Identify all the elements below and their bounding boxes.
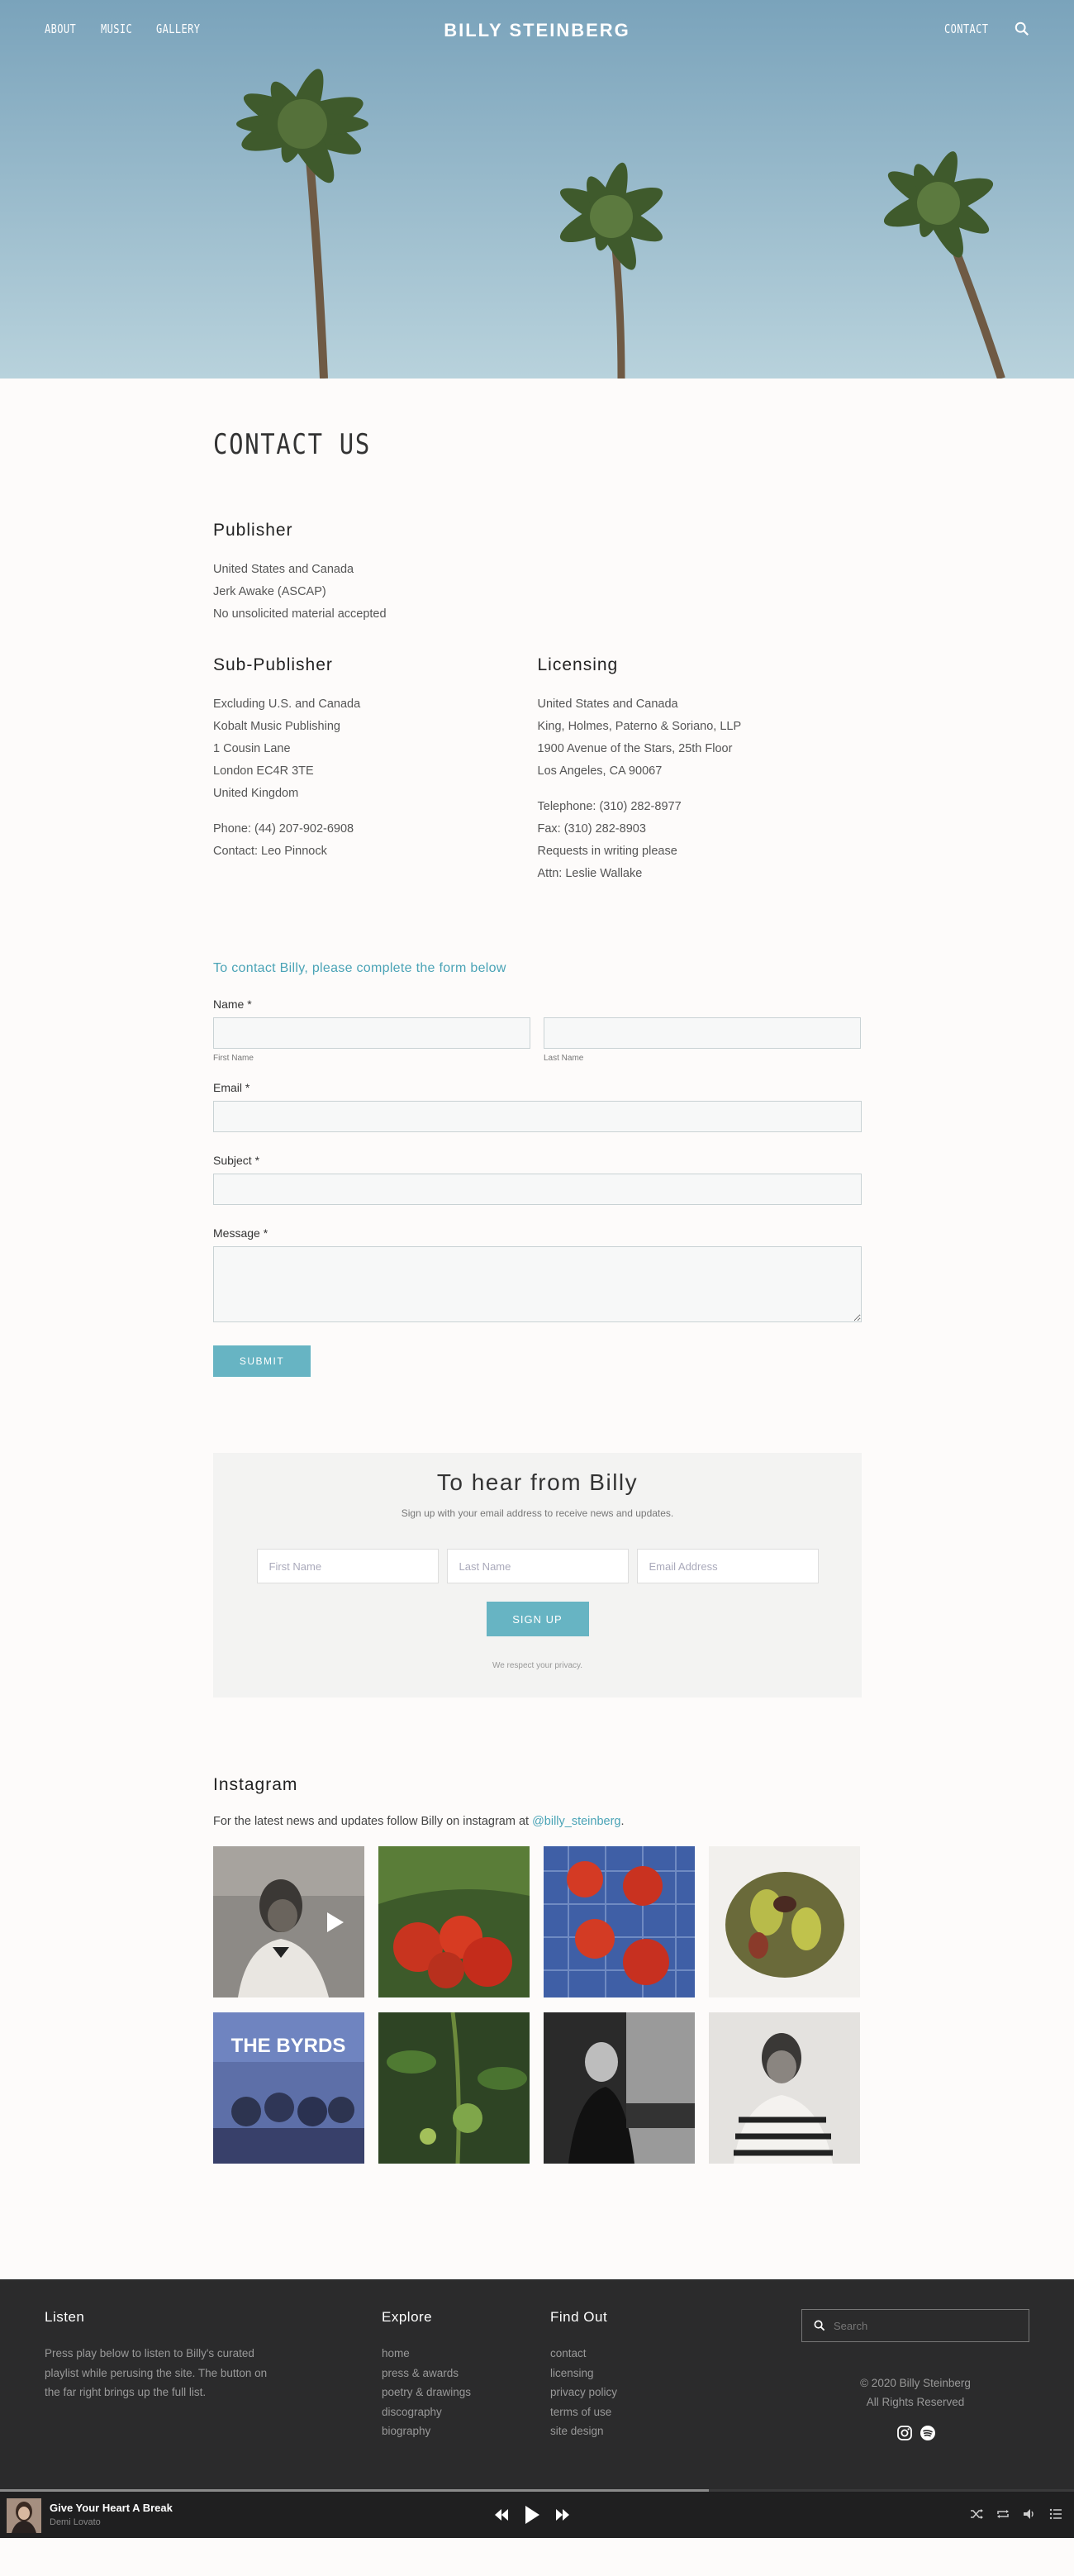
footer-listen-heading: Listen [45, 2309, 85, 2325]
sign-up-button[interactable]: SIGN UP [487, 1602, 589, 1636]
instagram-text [213, 1815, 862, 1828]
svg-text:THE BYRDS: THE BYRDS [230, 2035, 346, 2057]
green-tomato-plant-image [378, 2012, 530, 2164]
footer-link-home[interactable]: home [382, 2347, 410, 2359]
submit-button[interactable]: SUBMIT [213, 1345, 311, 1377]
instagram-post[interactable] [544, 2012, 695, 2164]
shuffle-icon[interactable] [970, 2508, 983, 2520]
licensing-line: Los Angeles, CA 90067 [537, 764, 663, 778]
footer-link-site-design[interactable]: site design [550, 2425, 604, 2437]
instagram-title: Instagram [213, 1775, 298, 1794]
instagram-post[interactable] [378, 1846, 530, 1997]
nav-contact[interactable]: CONTACT [944, 21, 989, 36]
track-artist: Demi Lovato [50, 2517, 101, 2527]
footer-search [801, 2309, 1029, 2342]
footer-search-input[interactable] [834, 2320, 1015, 2332]
instagram-post[interactable] [709, 2012, 860, 2164]
playlist-icon[interactable] [1049, 2508, 1062, 2520]
next-track-icon[interactable] [555, 2509, 570, 2521]
sub-publisher-line: United Kingdom [213, 787, 299, 800]
footer-find-out [550, 2309, 617, 2441]
copyright [801, 2374, 1029, 2412]
publisher-heading: Publisher [213, 521, 293, 540]
rights-line: All Rights Reserved [866, 2396, 965, 2408]
instagram-period: . [620, 1815, 625, 1828]
ceramic-pot-image [709, 1846, 860, 1997]
main-content [213, 379, 862, 2164]
previous-track-icon[interactable] [494, 2509, 509, 2521]
newsletter-title: To hear from Billy [436, 1469, 639, 1495]
instagram-post[interactable] [544, 1846, 695, 1997]
sub-publisher-line: Excluding U.S. and Canada [213, 698, 361, 711]
contact-form [213, 961, 862, 1377]
first-name-caption: First Name [213, 1054, 254, 1063]
subject-label: Subject * [213, 1154, 260, 1167]
instagram-post[interactable] [709, 1846, 860, 1997]
page-title: CONTACT US [213, 428, 371, 461]
portrait-photo-image [709, 2012, 860, 2164]
footer-link-licensing[interactable]: licensing [550, 2366, 594, 2379]
footer-link-discography[interactable]: discography [382, 2405, 442, 2418]
album-art [7, 2498, 41, 2533]
sub-publisher-line: London EC4R 3TE [213, 764, 314, 778]
instagram-grid [213, 1846, 862, 2164]
nav-about[interactable]: ABOUT [45, 21, 77, 36]
form-heading: To contact Billy, please complete the form below [213, 961, 506, 975]
first-name-input[interactable] [213, 1017, 530, 1049]
licensing-line: United States and Canada [537, 698, 678, 711]
footer-link-biography[interactable]: biography [382, 2425, 431, 2437]
newsletter-last-name-input[interactable] [447, 1549, 629, 1583]
name-label: Name * [213, 998, 252, 1011]
newsletter-first-name-input[interactable] [257, 1549, 439, 1583]
spotify-icon[interactable] [920, 2425, 936, 2441]
footer [0, 2279, 1074, 2489]
last-name-caption: Last Name [544, 1054, 584, 1063]
sub-publisher-contact: Contact: Leo Pinnock [213, 845, 327, 858]
search-icon [814, 2320, 825, 2331]
top-navigation [0, 21, 1074, 41]
publisher-line: No unsolicited material accepted [213, 607, 387, 621]
sub-publisher-heading: Sub-Publisher [213, 655, 333, 674]
album-cover-image [213, 2012, 364, 2164]
licensing-attn: Attn: Leslie Wallake [537, 867, 643, 880]
repeat-icon[interactable] [996, 2508, 1010, 2520]
message-label: Message * [213, 1226, 268, 1240]
copyright-line: © 2020 Billy Steinberg [860, 2377, 971, 2389]
newsletter-block [213, 1453, 862, 1697]
sub-publisher-line: 1 Cousin Lane [213, 742, 291, 755]
licensing-section [538, 655, 863, 885]
footer-listen-text: Press play below to listen to Billy's curated playlist while perusing the site. The button on the far right brings up the full list. [45, 2347, 268, 2398]
privacy-note: We respect your privacy. [492, 1661, 583, 1670]
footer-listen [45, 2309, 284, 2402]
nav-music[interactable]: MUSIC [100, 21, 132, 36]
email-label: Email * [213, 1081, 250, 1094]
publisher-section [213, 521, 862, 626]
sub-publisher-phone: Phone: (44) 207-902-6908 [213, 822, 354, 836]
licensing-line: King, Holmes, Paterno & Soriano, LLP [537, 720, 742, 733]
publisher-line: Jerk Awake (ASCAP) [213, 585, 326, 598]
nav-gallery[interactable]: GALLERY [156, 21, 201, 36]
sub-publisher-line: Kobalt Music Publishing [213, 720, 340, 733]
licensing-telephone: Telephone: (310) 282-8977 [537, 800, 682, 813]
footer-explore [382, 2309, 471, 2441]
footer-find-out-heading: Find Out [550, 2309, 608, 2325]
licensing-note: Requests in writing please [537, 845, 677, 858]
tomatoes-vine-image [378, 1846, 530, 1997]
footer-link-terms[interactable]: terms of use [550, 2405, 612, 2418]
pianist-photo-image [544, 2012, 695, 2164]
social-links [896, 2425, 936, 2441]
playback-progress-fill [0, 2489, 709, 2492]
message-textarea[interactable] [213, 1246, 862, 1322]
newsletter-subtitle: Sign up with your email address to receive news and updates. [401, 1507, 674, 1519]
search-icon[interactable] [1015, 21, 1029, 36]
subject-input[interactable] [213, 1174, 862, 1205]
video-post-image [213, 1846, 364, 1997]
volume-icon[interactable] [1023, 2508, 1036, 2520]
instagram-icon[interactable] [896, 2425, 913, 2441]
audio-player [0, 2489, 1074, 2538]
footer-link-press[interactable]: press & awards [382, 2366, 459, 2379]
play-icon[interactable] [524, 2505, 540, 2525]
footer-link-contact[interactable]: contact [550, 2347, 587, 2359]
footer-explore-heading: Explore [382, 2309, 433, 2325]
last-name-input[interactable] [544, 1017, 861, 1049]
tomatoes-tile-image [544, 1846, 695, 1997]
track-title: Give Your Heart A Break [50, 2502, 173, 2514]
licensing-line: 1900 Avenue of the Stars, 25th Floor [537, 742, 733, 755]
site-logo[interactable]: BILLY STEINBERG [444, 20, 630, 40]
email-input[interactable] [213, 1101, 862, 1132]
instagram-post[interactable] [378, 2012, 530, 2164]
instagram-post[interactable] [213, 2012, 364, 2164]
sub-publisher-section [213, 655, 538, 885]
instagram-intro: For the latest news and updates follow Billy on instagram at [213, 1815, 533, 1828]
licensing-fax: Fax: (310) 282-8903 [537, 822, 646, 836]
hero-banner [0, 0, 1074, 379]
instagram-handle-link[interactable]: @billy_steinberg [532, 1815, 621, 1828]
footer-link-privacy[interactable]: privacy policy [550, 2386, 618, 2398]
footer-link-poetry[interactable]: poetry & drawings [382, 2386, 472, 2398]
newsletter-email-input[interactable] [637, 1549, 819, 1583]
playback-progress-bar[interactable] [0, 2489, 1074, 2492]
instagram-post[interactable] [213, 1846, 364, 1997]
palm-trees-image [0, 0, 1074, 379]
publisher-line: United States and Canada [213, 563, 354, 576]
licensing-heading: Licensing [537, 655, 619, 674]
album-art-image [7, 2498, 41, 2533]
